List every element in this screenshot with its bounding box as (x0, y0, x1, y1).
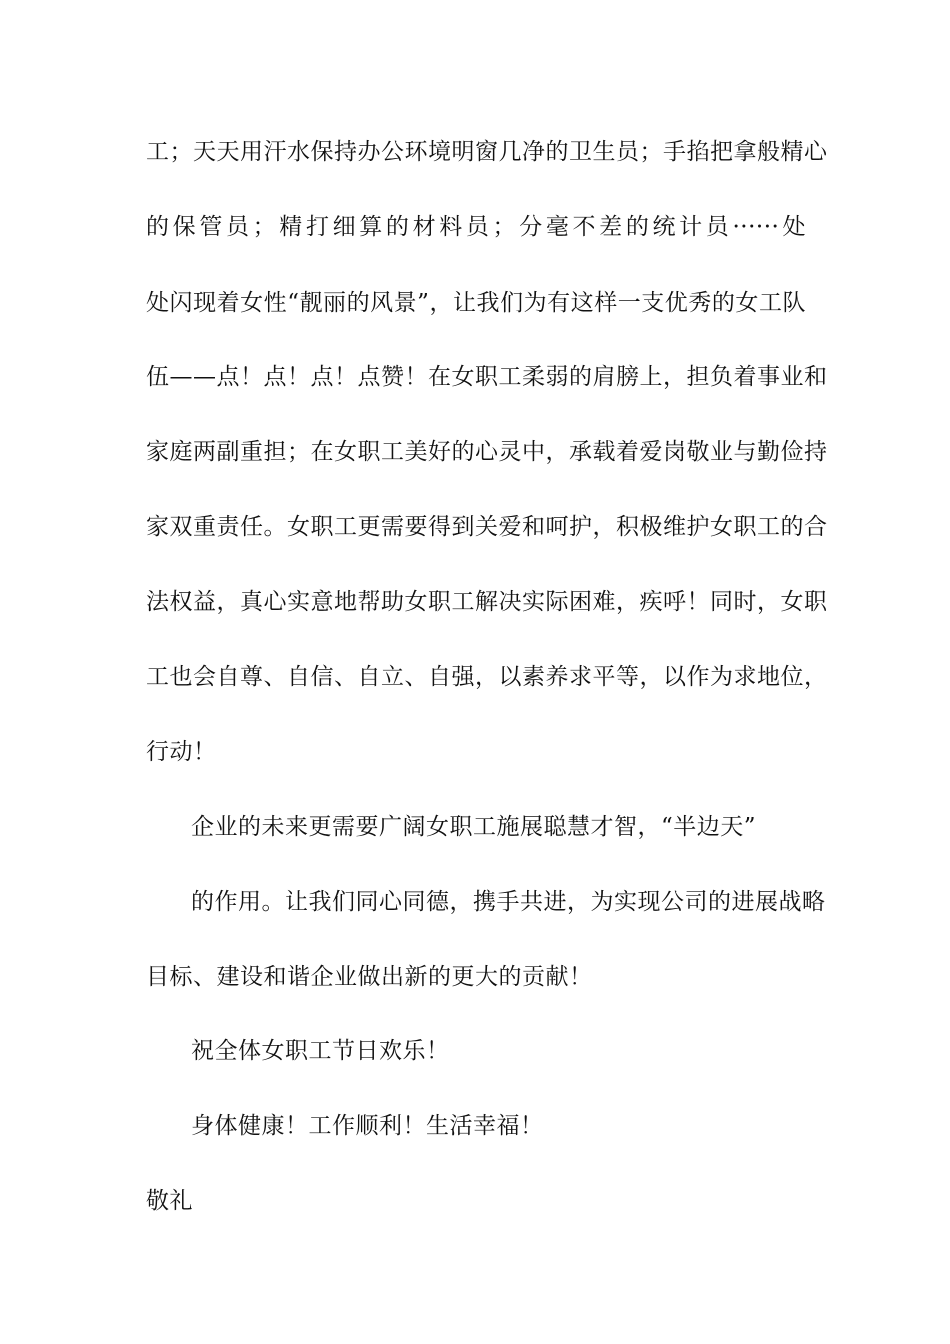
paragraph-line-7: 法权益，真心实意地帮助女职工解决实际困难，疾呼！同时，女职 (146, 589, 828, 615)
paragraph-line-3: 处闪现着女性“靓丽的风景”，让我们为有这样一支优秀的女工队 (146, 290, 806, 316)
paragraph-line-6: 家双重责任。女职工更需要得到关爱和呵护，积极维护女职工的合 (146, 514, 828, 540)
paragraph-line-2: 的保管员；精打细算的材料员；分毫不差的统计员······处 (146, 214, 806, 240)
paragraph-line-12: 目标、建设和谐企业做出新的更大的贡献！ (146, 964, 593, 990)
closing-salutation: 敬礼 (146, 1188, 193, 1214)
paragraph-line-11: 的作用。让我们同心同德，携手共进，为实现公司的进展战略 (191, 889, 826, 915)
paragraph-line-8: 工也会自尊、自信、自立、自强，以素养求平等，以作为求地位， (146, 664, 828, 690)
paragraph-line-9: 行动！ (146, 739, 217, 765)
paragraph-line-4: 伍——点！点！点！点赞！在女职工柔弱的肩膀上，担负着事业和 (146, 364, 828, 390)
paragraph-line-1: 工；天天用汗水保持办公环境明窗几净的卫生员；手掐把拿般精心 (146, 139, 828, 165)
greeting-line: 祝全体女职工节日欢乐！ (191, 1038, 450, 1064)
paragraph-line-5: 家庭两副重担；在女职工美好的心灵中，承载着爱岗敬业与勤俭持 (146, 439, 828, 465)
wishes-line: 身体健康！工作顺利！生活幸福！ (191, 1113, 544, 1139)
paragraph-line-10: 企业的未来更需要广阔女职工施展聪慧才智，“半边天” (191, 814, 757, 840)
